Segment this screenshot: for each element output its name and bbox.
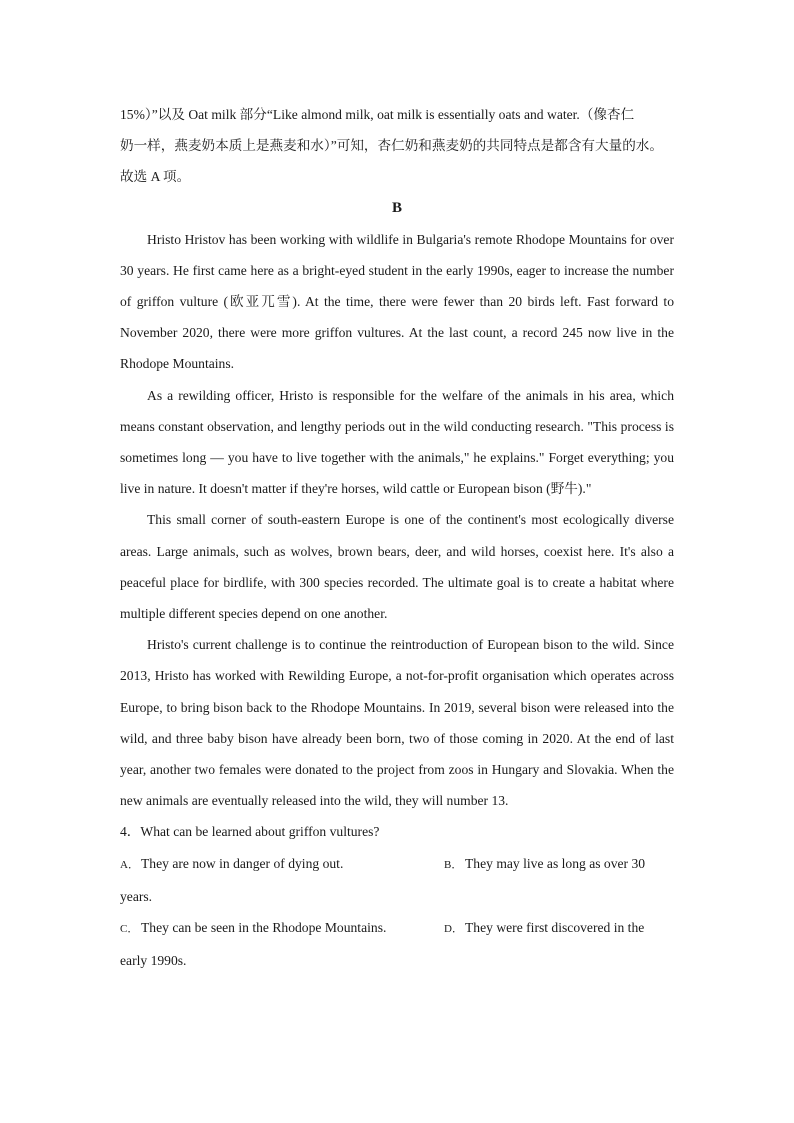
passage-paragraph-1: Hristo Hristov has been working with wildlife in Bulgaria's remote Rhodope Mountains for over 30 years. He first came here as a bright-eyed student in the early 1990s, eager to increase the number of griffon vulture (欧亚兀雪). At the time, there were fewer than 20 birds left. Fast forward to November 2020, there were more griffon vultures. At the last count, a record 245 now live in the Rhodope Mountains. xyxy=(120,231,674,372)
section-title: B xyxy=(391,199,402,216)
passage-paragraph-4: Hristo's current challenge is to continue the reintroduction of European bison to the wild. Since 2013, Hristo has worked with Rewilding Europe, a not-for-profit organisation which operates across Europe, to bring bison back to the Rhodope Mountains. In 2019, several bison were released into the wild, and three baby bison have already been born, two of those coming in 2020. At the end of last year, another two females were donated to the project from zoos in Hungary and Slovakia. When the new animals are eventually released into the wild, they will number 13. xyxy=(120,637,674,809)
question-number: 4． xyxy=(120,824,141,840)
intro-line-1: 15%）”以及 Oat milk 部分“Like almond milk, oat milk is essentially oats and water.（像杏仁 xyxy=(120,107,635,122)
option-b-text: They may live as long as over 30 xyxy=(465,855,646,871)
intro-line-2: 奶一样，燕麦奶本质上是燕麦和水）”可知，杏仁奶和燕麦奶的共同特点是都含有大量的水。 xyxy=(120,138,663,154)
option-c[interactable] xyxy=(120,912,444,945)
option-b-continuation: years. xyxy=(120,888,153,904)
option-d-continuation: early 1990s. xyxy=(120,953,187,969)
option-d-text: They were first discovered in the xyxy=(465,920,645,936)
option-a-letter: A． xyxy=(120,858,139,871)
options-row-cd xyxy=(120,912,674,945)
question-4 xyxy=(120,816,674,847)
option-d[interactable] xyxy=(444,912,674,945)
option-b[interactable] xyxy=(444,848,674,881)
option-b-letter: B． xyxy=(444,858,463,871)
passage-paragraph-3: This small corner of south-eastern Europe is one of the continent's most ecologically diverse areas. Large animals, such as wolves, brown bears, deer, and wild horses, coexist here. It's also a peaceful place for birdlife, with 300 species recorded. The ultimate goal is to create a habitat where multiple different species depend on one another. xyxy=(120,512,674,622)
option-c-letter: C． xyxy=(120,923,139,936)
options-row-ab xyxy=(120,848,674,881)
option-d-letter: D． xyxy=(444,923,463,936)
question-text: What can be learned about griffon vultures? xyxy=(140,824,380,840)
option-c-text: They can be seen in the Rhodope Mountains. xyxy=(141,920,387,936)
option-a[interactable] xyxy=(120,848,444,881)
intro-line-3: 故选 A 项。 xyxy=(120,169,191,185)
option-a-text: They are now in danger of dying out. xyxy=(141,855,344,871)
passage-paragraph-2: As a rewilding officer, Hristo is responsible for the welfare of the animals in his area, which means constant observation, and lengthy periods out in the wild conducting research. "This process is sometimes long — you have to live together with the animals," he explains." Forget everything; you live in nature. It doesn't matter if they're horses, wild cattle or European bison (野牛)." xyxy=(120,387,674,497)
